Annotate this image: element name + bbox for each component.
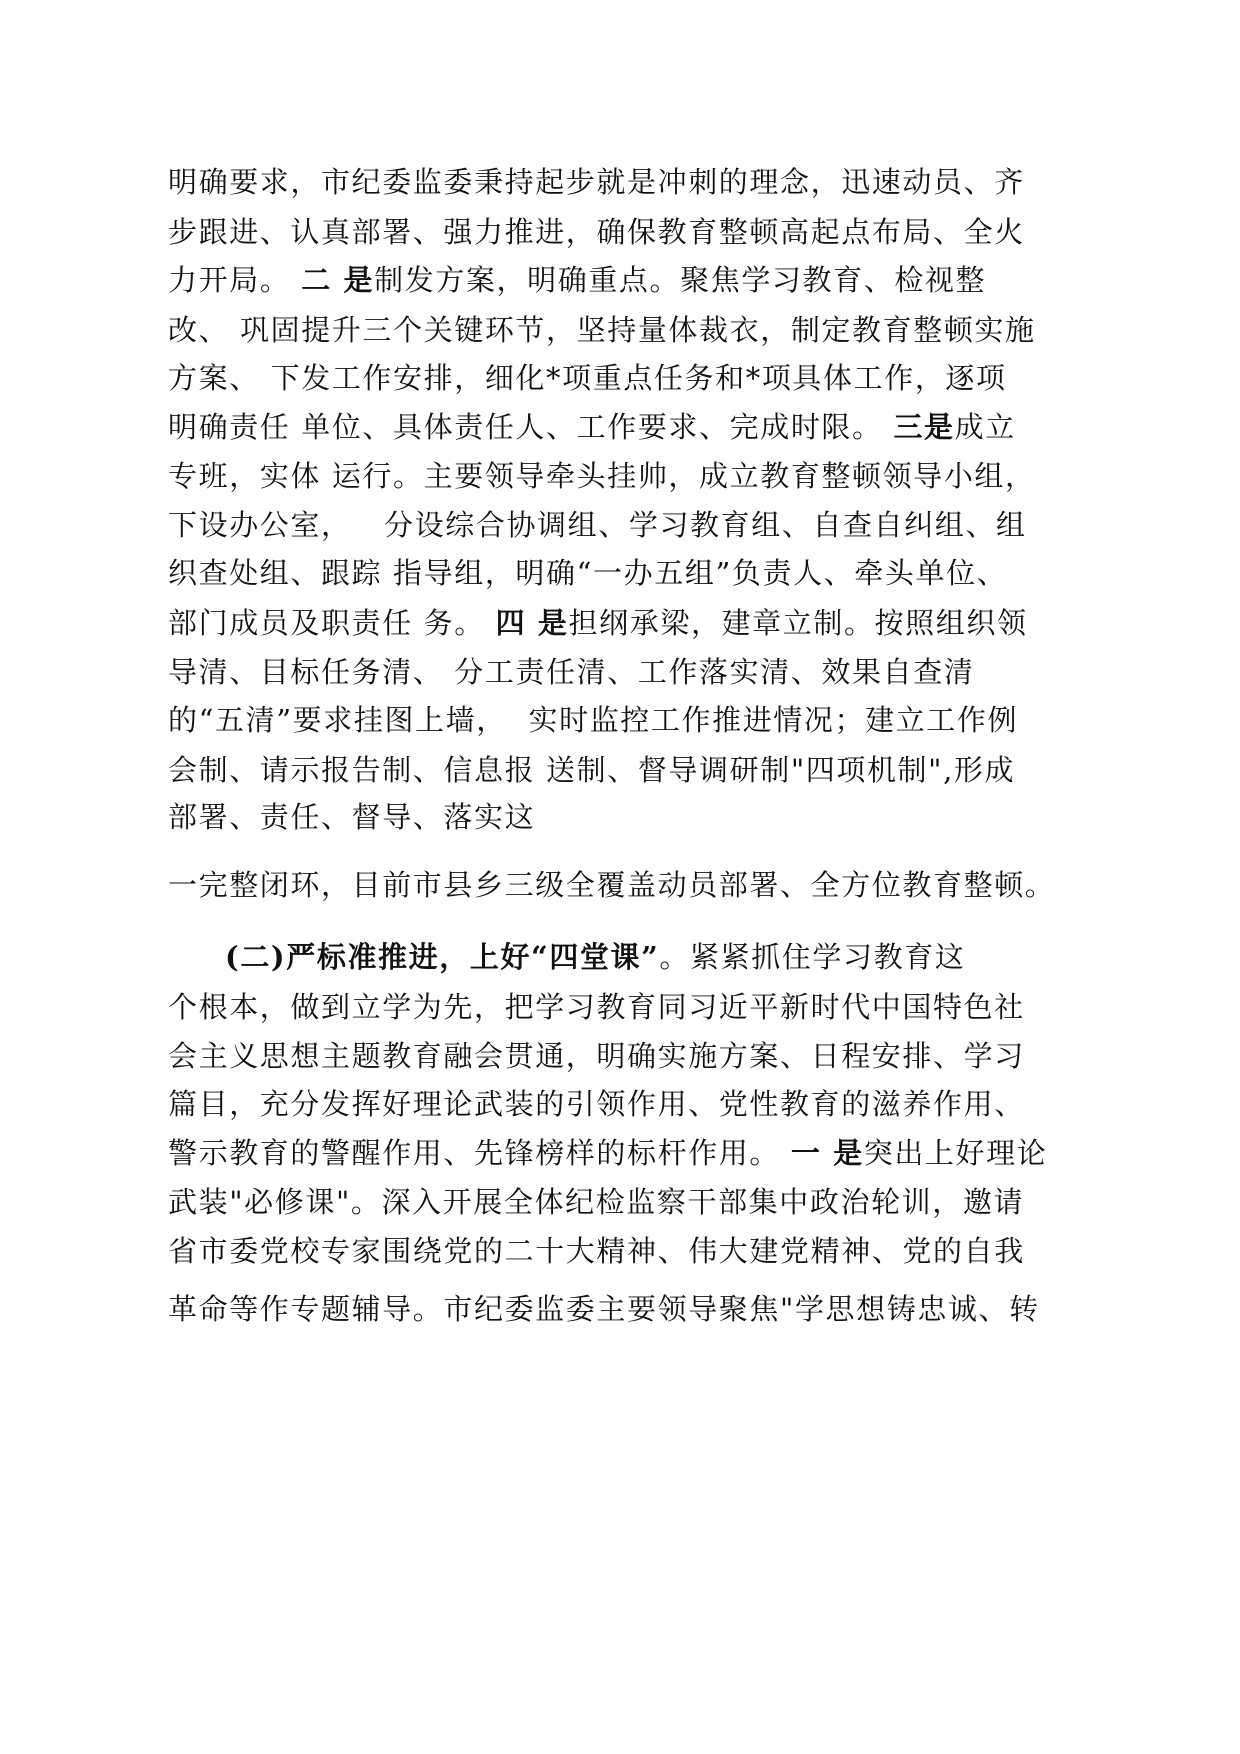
paragraph-line	[168, 1133, 1088, 1173]
text-run: 武装"必修课"。深入开展全体纪检监察干部集中政治轮训，邀请	[168, 1185, 1025, 1219]
paragraph-line	[168, 212, 1088, 252]
text-run: 专班，实体 运行。主要领导牵头挂帅，成立教育整顿领导小组，	[168, 459, 1036, 493]
paragraph-line	[168, 505, 1088, 545]
paragraph-line	[168, 603, 1088, 643]
paragraph-line	[168, 1182, 1088, 1222]
paragraph-line	[168, 310, 1088, 350]
paragraph-line	[168, 1231, 1088, 1271]
text-run: 个根本，做到立学为先，把学习教育同习近平新时代中国特色社	[168, 990, 1025, 1024]
text-run: 明确要求，市纪委监委秉持起步就是冲刺的理念，迅速动员、齐	[168, 165, 1025, 199]
text-run: 突出上好理论	[863, 1136, 1048, 1170]
text-run: 方案、 下发工作安排，细化*项重点任务和*项具体工作，逐项	[168, 361, 1007, 395]
text-run: 一完整闭环，目前市县乡三级全覆盖动员部署、全方位教育整顿。	[168, 868, 1056, 902]
text-run: 篇目，充分发挥好理论武装的引领作用、党性教育的滋养作用、	[168, 1087, 1025, 1121]
text-run: 会制、请示报告制、信息报 送制、督导调研制"四项机制",形成	[168, 753, 1016, 787]
paragraph-line	[168, 162, 1088, 202]
paragraph-line	[168, 358, 1088, 398]
paragraph-line	[168, 456, 1088, 496]
paragraph-line	[168, 865, 1088, 905]
text-run: 明确责任 单位、具体责任人、工作要求、完成时限。	[168, 410, 894, 444]
bold-ordinal: 四 是	[495, 606, 569, 640]
text-run: 下设办公室， 分设综合协调组、学习教育组、自查自纠组、组	[168, 508, 1027, 542]
section-heading-line	[225, 937, 1145, 977]
text-run: 。紧紧抓住学习教育这	[659, 940, 966, 974]
text-run: 革命等作专题辅导。市纪委监委主要领导聚焦"学思想铸忠诚、转	[168, 1292, 1040, 1326]
bold-ordinal: 二 是	[301, 263, 375, 297]
paragraph-line	[168, 652, 1088, 692]
text-run: 改、 巩固提升三个关键环节，坚持量体裁衣，制定教育整顿实施	[168, 313, 1036, 347]
bold-ordinal: 三是	[893, 410, 955, 444]
text-run: 步跟进、认真部署、强力推进，确保教育整顿高起点布局、全火	[168, 215, 1025, 249]
paragraph-line	[168, 750, 1088, 790]
paragraph-line	[168, 987, 1088, 1027]
paragraph-line	[168, 700, 1088, 740]
text-run: 成立	[954, 410, 1016, 444]
section-heading: (二)严标准推进，上好“四堂课”	[225, 940, 660, 974]
text-run: 织查处组、跟踪 指导组，明确“一办五组”负责人、牵头单位、	[168, 556, 1008, 590]
text-run: 警示教育的警醒作用、先锋榜样的标杆作用。	[168, 1136, 791, 1170]
paragraph-line	[168, 553, 1088, 593]
paragraph-line	[168, 1036, 1088, 1076]
text-run: 导清、目标任务清、 分工责任清、工作落实清、效果自查清	[168, 655, 975, 689]
text-run: 省市委党校专家围绕党的二十大精神、伟大建党精神、党的自我	[168, 1234, 1025, 1268]
paragraph-line	[168, 407, 1088, 447]
paragraph-line	[168, 1289, 1088, 1329]
paragraph-line	[168, 797, 1088, 837]
text-run: 部署、责任、督导、落实这	[168, 800, 536, 834]
text-run: 力开局。	[168, 263, 302, 297]
text-run: 的“五清”要求挂图上墙， 实时监控工作推进情况；建立工作例	[168, 703, 1019, 737]
bold-ordinal: 一 是	[790, 1136, 864, 1170]
text-run: 部门成员及职责任 务。	[168, 606, 496, 640]
paragraph-line	[168, 1084, 1088, 1124]
text-run: 担纲承梁，建章立制。按照组织领	[568, 606, 1028, 640]
paragraph-line	[168, 260, 1088, 300]
text-run: 制发方案，明确重点。聚焦学习教育、检视整	[374, 263, 987, 297]
text-run: 会主义思想主题教育融会贯通，明确实施方案、日程安排、学习	[168, 1039, 1025, 1073]
